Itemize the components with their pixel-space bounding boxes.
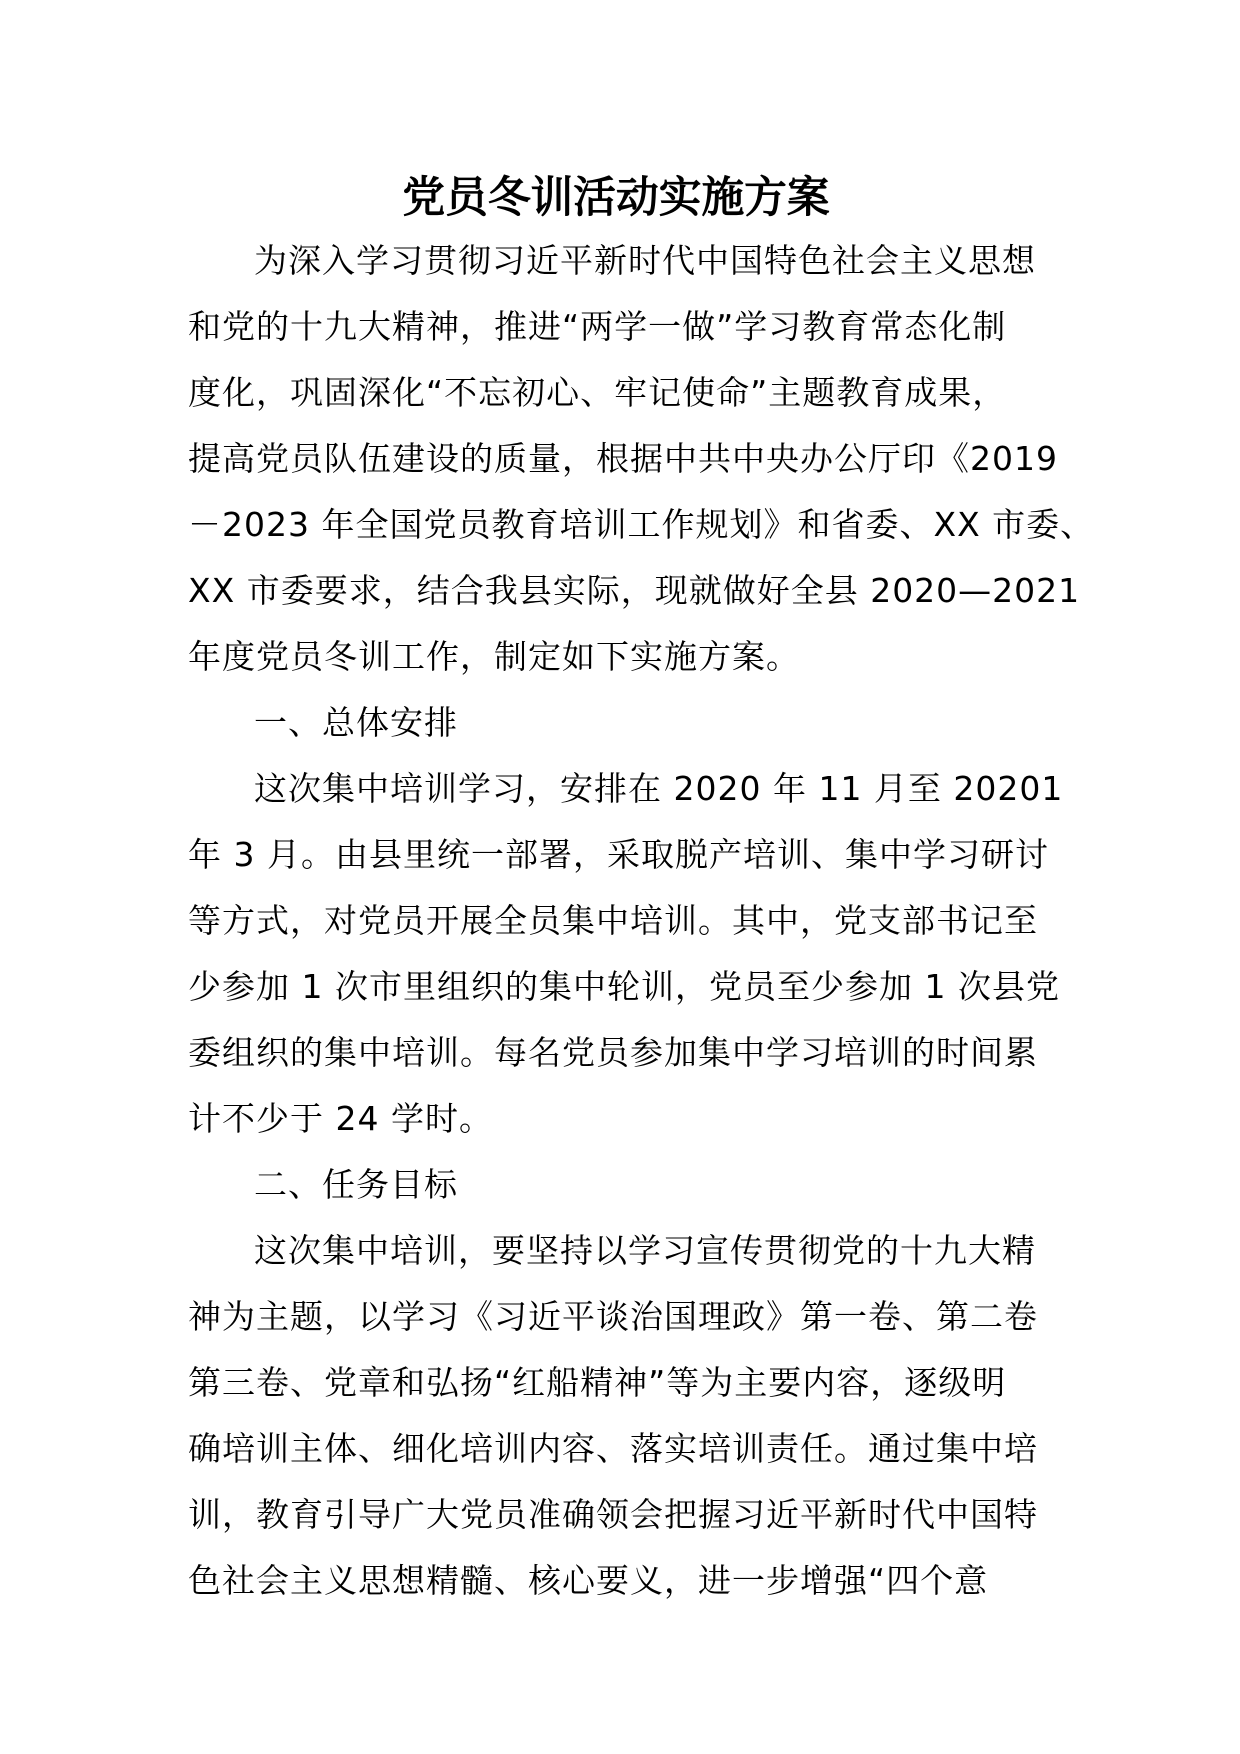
paragraph-line: 提高党员队伍建设的质量，根据中共中央办公厅印《2019 — [188, 439, 1058, 478]
paragraph-line: 训，教育引导广大党员准确领会把握习近平新时代中国特 — [188, 1495, 1038, 1534]
paragraph-line: XX 市委要求，结合我县实际，现就做好全县 2020—2021 — [188, 571, 1081, 610]
paragraph-line: 这次集中培训，要坚持以学习宣传贯彻党的十九大精 — [254, 1231, 1036, 1270]
paragraph-line: 度化，巩固深化“不忘初心、牢记使命”主题教育成果， — [188, 373, 1007, 412]
paragraph-line: 色社会主义思想精髓、核心要义，进一步增强“四个意 — [188, 1561, 989, 1600]
paragraph-line: 计不少于 24 学时。 — [188, 1099, 493, 1138]
paragraph-line: 和党的十九大精神，推进“两学一做”学习教育常态化制 — [188, 307, 1007, 346]
paragraph-line: 第三卷、党章和弘扬“红船精神”等为主要内容，逐级明 — [188, 1363, 1007, 1402]
paragraph-line: 等方式，对党员开展全员集中培训。其中，党支部书记至 — [188, 901, 1038, 940]
section-heading: 一、总体安排 — [254, 703, 458, 742]
paragraph-line: －2023 年全国党员教育培训工作规划》和省委、XX 市委、 — [188, 505, 1095, 544]
paragraph-line: 年度党员冬训工作，制定如下实施方案。 — [188, 637, 800, 676]
paragraph-line: 少参加 1 次市里组织的集中轮训，党员至少参加 1 次县党 — [188, 967, 1060, 1006]
paragraph-line: 年 3 月。由县里统一部署，采取脱产培训、集中学习研讨 — [188, 835, 1049, 874]
paragraph-line: 为深入学习贯彻习近平新时代中国特色社会主义思想 — [254, 241, 1036, 280]
paragraph-line: 神为主题，以学习《习近平谈治国理政》第一卷、第二卷 — [188, 1297, 1038, 1336]
paragraph-line: 这次集中培训学习，安排在 2020 年 11 月至 20201 — [254, 769, 1064, 808]
section-heading: 二、任务目标 — [254, 1165, 458, 1204]
paragraph-line: 确培训主体、细化培训内容、落实培训责任。通过集中培 — [188, 1429, 1038, 1468]
paragraph-line: 委组织的集中培训。每名党员参加集中学习培训的时间累 — [188, 1033, 1038, 1072]
document-title: 党员冬训活动实施方案 — [402, 173, 830, 223]
